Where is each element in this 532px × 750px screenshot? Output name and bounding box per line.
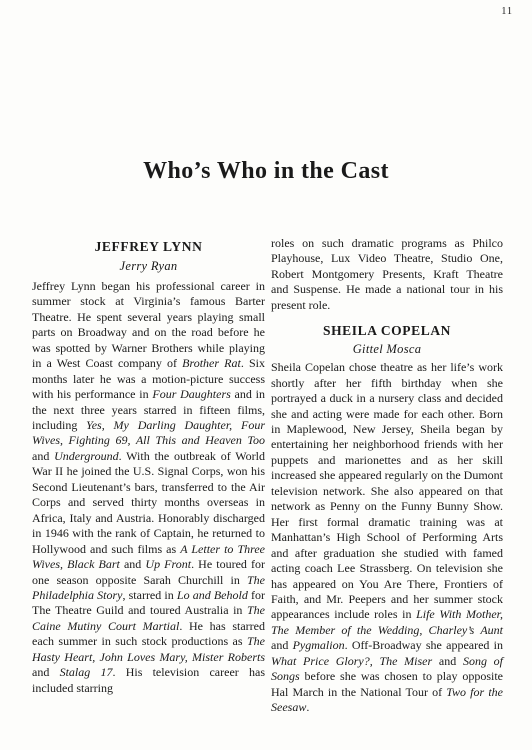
italic-title: Life With Mother, The Member of the Wedding, Charley’s Aunt [271,607,503,637]
bio-text: Jeffrey Lynn began his professional career in summer stock at Virginia’s famous Barter Theatre. He spent several years playing small parts on Broadway and on the road before he was spotted by Warner Brothers while playing in a West Coast company of [32,278,265,371]
italic-title: Pygmalion [292,638,345,653]
bio-text: and in the next three years starred in fifteen films, including [32,387,265,432]
page-number: 11 [501,6,513,17]
character-name: Gittel Mosca [352,341,422,356]
italic-title: The Philadelphia Story [32,572,265,602]
bio-text: . Six months later he was a motion-picture success with his performance in [32,356,265,402]
page-title: Who’s Who in the Cast [143,158,389,184]
left-column [32,236,265,696]
italic-title: Four Daughters [152,387,231,402]
italic-title: The Hasty Heart, John Loves Mary, Mister Roberts [32,634,265,664]
section-spacer [271,313,503,323]
bio-text: before she was chosen to play opposite Hal March in the National Tour of [271,669,503,699]
bio-text: roles on such dramatic programs as Philco Playhouse, Lux Video Theatre, Studio One, Robert Montgomery Presents, Kraft Theatre and Suspense. He made a national tour in his present role. [271,236,503,312]
bio-text: . [306,700,310,715]
bio-text: . He has starred each summer in such stock productions as [32,618,265,649]
cast-bio [32,279,265,696]
right-column [271,236,503,716]
italic-title: Underground [54,448,119,463]
cast-member-name: SHEILA COPELAN [322,323,452,339]
bio-text: and [119,557,146,572]
italic-title: A Letter to Three Wives, Black Bart [32,541,265,572]
character-name: Jerry Ryan [119,259,178,274]
bio-text: and [32,448,55,463]
italic-title: What Price Glory?, The Miser [271,653,433,668]
cast-bio-continued [271,236,503,313]
bio-text: and [32,665,60,680]
bio-text: for The Theatre Guild and toured Australia in [32,587,265,618]
cast-member-name: JEFFREY LYNN [94,239,203,254]
cast-bio [271,360,503,715]
bio-text: . With the outbreak of World War II he joined the U.S. Signal Corps, won his Second Lieutenant’s bars, transferred to the Air Corps and served thirty months overseas in Africa, Italy and Austria. Honorably discharged in 1946 with the rank of Captain, he returned to Hollywood and such films as [32,448,266,556]
bio-text: , starred in [122,587,177,602]
bio-text: . Off-Broadway she appeared in [344,638,504,653]
italic-title: Yes, My Darling Daughter, Four Wives, Fighting 69, All This and Heaven Too [32,417,266,448]
bio-text: and [271,638,293,653]
italic-title: Brother Rat [182,356,241,371]
italic-title: Up Front [145,557,192,572]
bio-text: . He toured for one season opposite Sarah Churchill in [32,557,266,587]
bio-text: and [432,653,463,668]
italic-title: Two for the Seesaw [271,684,503,715]
bio-text: Sheila Copelan chose theatre as her life’s work shortly after her fifth birthday when she portrayed a duck in a nursery class and decided she and acting were made for each other. Born in Maplewood, New Jersey, Sheila began by entertaining her neighborhood friends with her puppets and marionettes and as her skill increased she appeared regularly on the Dumont television network. She also appeared on that network as Penny on the Funny Bunny Show. Her first formal dramatic training was at Manhattan’s High School of Performing Arts and after graduation she studied with famed acting coach Lee Strassberg. On television she has appeared on You Are There, Frontiers of Faith, and Mr. Peepers and her summer stock appearances include roles in [271,360,503,622]
italic-title: Song of Songs [271,653,504,684]
italic-title: The Caine Mutiny Court Martial [32,603,265,633]
bio-text: . His television career has included starring [32,665,266,695]
italic-title: Lo and Behold [176,587,248,602]
italic-title: Stalag 17 [59,665,113,680]
